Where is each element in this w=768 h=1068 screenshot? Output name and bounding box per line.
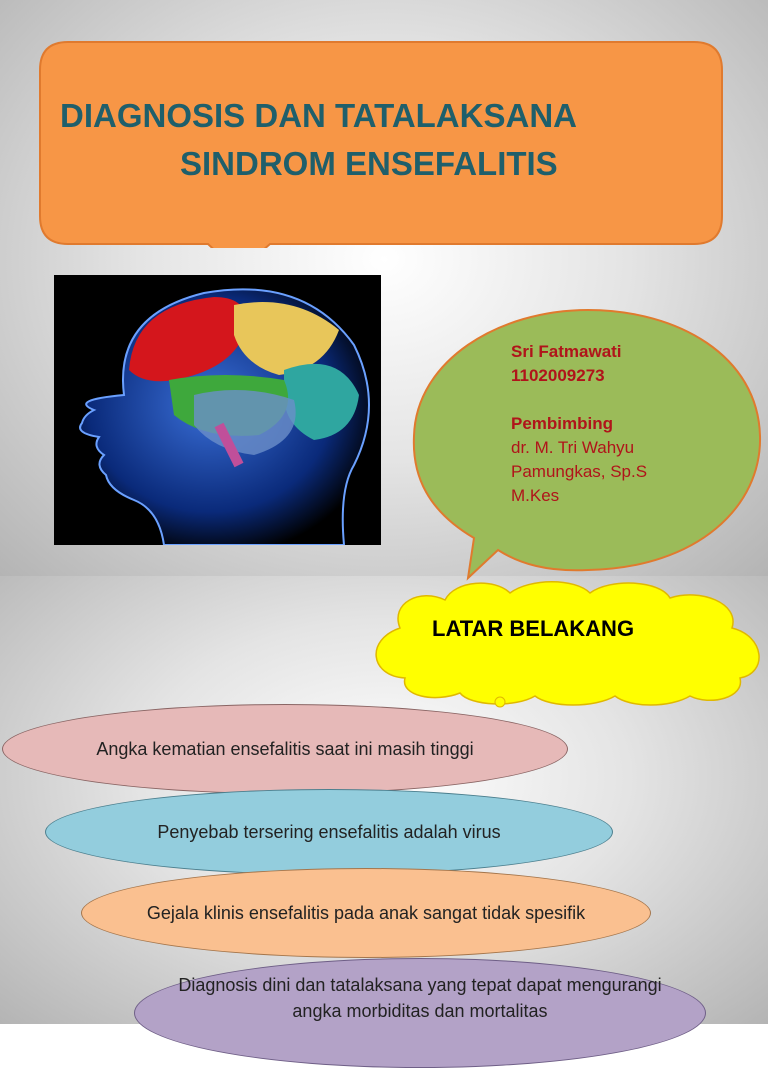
point-4-text: Diagnosis dini dan tatalaksana yang tepat dapat mengurangi angka morbiditas dan mortalitas [178,975,662,1021]
point-2-oval [45,789,613,875]
heading-cloud [360,578,768,708]
author-id: 1102009273 [511,366,605,385]
point-2-text: Penyebab tersering ensefalitis adalah virus [157,822,501,842]
author-info [511,340,731,508]
point-4-oval [134,958,706,1068]
supervisor-label: Pembimbing [511,414,614,433]
supervisor-line-2: Pamungkas, Sp.S [511,462,648,481]
page-title [60,92,700,188]
section-heading: LATAR BELAKANG [432,616,635,641]
supervisor-line-3: M.Kes [511,486,560,505]
point-3-oval [81,868,651,958]
point-1-text: Angka kematian ensefalitis saat ini masih tinggi [96,739,474,759]
title-line-2: SINDROM ENSEFALITIS [180,145,558,182]
brain-image [54,275,381,545]
supervisor-line-1: dr. M. Tri Wahyu [511,438,635,457]
author-name: Sri Fatmawati [511,342,622,361]
title-line-1: DIAGNOSIS DAN TATALAKSANA [60,97,577,134]
point-1-oval [2,704,568,794]
point-3-text: Gejala klinis ensefalitis pada anak sangat tidak spesifik [146,903,586,923]
